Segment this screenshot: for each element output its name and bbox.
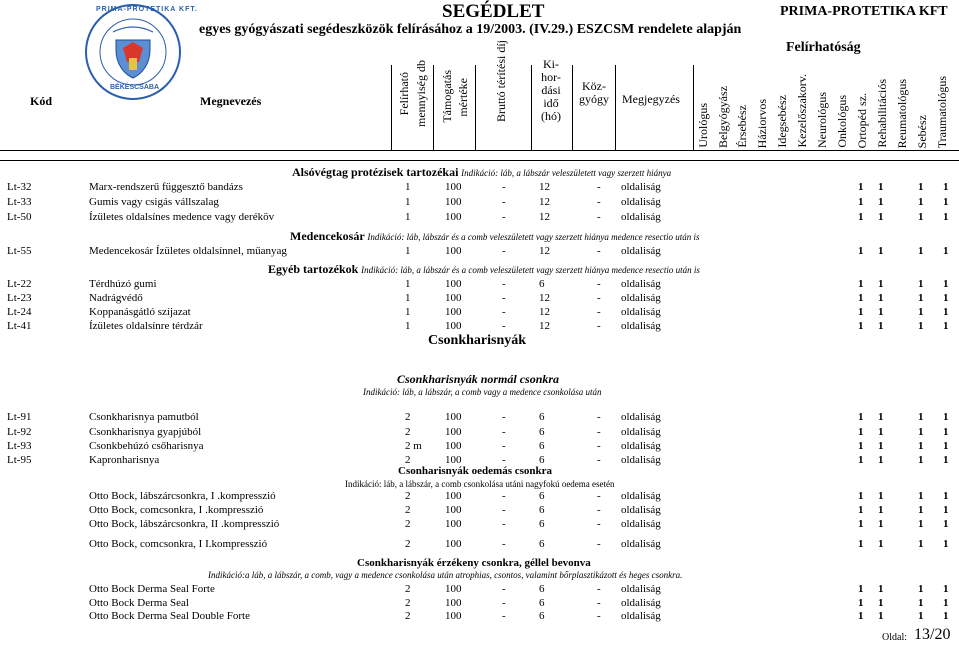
cell-m: oldaliság	[621, 518, 661, 530]
cell-q: 2	[405, 538, 411, 550]
cell-d2: -	[597, 245, 601, 257]
cell-flag: 1	[858, 245, 864, 257]
cell-flag: 1	[878, 490, 884, 502]
logo-text-top: PRIMA-PROTETIKA KFT.	[96, 6, 198, 13]
cell-i: 6	[539, 440, 545, 452]
cell-flag: 1	[943, 245, 949, 257]
cell-flag: 1	[943, 490, 949, 502]
cell-t: 100	[445, 610, 462, 622]
cell-name: Gumis vagy csigás vállszalag	[89, 196, 219, 208]
cell-flag: 1	[858, 518, 864, 530]
table-row	[0, 439, 959, 453]
cell-d1: -	[502, 490, 506, 502]
cell-flag: 1	[918, 518, 924, 530]
col-specialty-12: Traumatológus	[935, 75, 949, 148]
cell-d1: -	[502, 583, 506, 595]
col-megjegyzes: Megjegyzés	[622, 92, 680, 106]
cell-flag: 1	[918, 504, 924, 516]
cell-name: Csonkharisnya gyapjúból	[89, 426, 202, 438]
cell-t: 100	[445, 320, 462, 332]
cell-flag: 1	[943, 181, 949, 193]
cell-code: Lt-22	[7, 278, 32, 290]
col-specialty-6: Neurológus	[815, 92, 829, 148]
cell-t: 100	[445, 426, 462, 438]
cell-flag: 1	[943, 518, 949, 530]
cell-d1: -	[502, 426, 506, 438]
cell-flag: 1	[918, 196, 924, 208]
cell-flag: 1	[878, 610, 884, 622]
company-name: PRIMA-PROTETIKA KFT	[780, 4, 948, 19]
cell-i: 12	[539, 306, 550, 318]
col-specialty-5: Kezelőszakorv.	[795, 74, 809, 148]
cell-name: Nadrágvédő	[89, 292, 143, 304]
col-kod: Kód	[30, 94, 53, 108]
cell-d1: -	[502, 278, 506, 290]
cell-t: 100	[445, 583, 462, 595]
cell-flag: 1	[943, 610, 949, 622]
cell-flag: 1	[878, 518, 884, 530]
cell-q: 2	[405, 504, 411, 516]
cell-flag: 1	[858, 196, 864, 208]
cell-flag: 1	[943, 211, 949, 223]
cell-flag: 1	[943, 504, 949, 516]
cell-q: 2	[405, 490, 411, 502]
cell-code: Lt-33	[7, 196, 32, 208]
cell-m: oldaliság	[621, 181, 661, 193]
cell-m: oldaliság	[621, 610, 661, 622]
cell-d1: -	[502, 440, 506, 452]
cell-i: 6	[539, 610, 545, 622]
cell-t: 100	[445, 538, 462, 550]
cell-name: Otto Bock, comcsonkra, I I.kompresszió	[89, 538, 268, 550]
cell-d2: -	[597, 320, 601, 332]
cell-code: Lt-41	[7, 320, 32, 332]
cell-d1: -	[502, 454, 506, 466]
cell-flag: 1	[878, 597, 884, 609]
cell-flag: 1	[878, 292, 884, 304]
cell-flag: 1	[918, 292, 924, 304]
cell-flag: 1	[858, 411, 864, 423]
cell-flag: 1	[918, 306, 924, 318]
table-row	[0, 244, 959, 258]
document-title: SEGÉDLET	[442, 1, 545, 22]
cell-i: 6	[539, 504, 545, 516]
cell-d2: -	[597, 196, 601, 208]
cell-i: 6	[539, 583, 545, 595]
cell-q: 1	[405, 278, 411, 290]
cell-flag: 1	[943, 597, 949, 609]
col-tamogatas-2: mértéke	[456, 78, 470, 117]
cell-q: 2 m	[405, 440, 422, 452]
cell-name: Marx-rendszerű függesztő bandázs	[89, 181, 243, 193]
col-specialty-10: Reumatológus	[895, 78, 909, 148]
cell-flag: 1	[943, 440, 949, 452]
col-tamogatas: Támogatás	[440, 70, 454, 123]
cell-flag: 1	[878, 411, 884, 423]
cell-name: Otto Bock, comcsonkra, I .kompresszió	[89, 504, 264, 516]
cell-d2: -	[597, 454, 601, 466]
cell-d2: -	[597, 292, 601, 304]
col-specialty-11: Sebész	[915, 114, 929, 148]
cell-flag: 1	[878, 440, 884, 452]
cell-code: Lt-55	[7, 245, 32, 257]
cell-flag: 1	[943, 292, 949, 304]
table-row	[0, 180, 959, 194]
cell-flag: 1	[858, 538, 864, 550]
cell-t: 100	[445, 278, 462, 290]
cell-flag: 1	[918, 454, 924, 466]
cell-q: 2	[405, 454, 411, 466]
section-note-normal: Indikáció: láb, a lábszár, a comb vagy a medence csonkolása után	[363, 387, 602, 397]
cell-name: Medencekosár Ízületes oldalsínnel, műanyag	[89, 245, 287, 257]
cell-q: 2	[405, 583, 411, 595]
cell-i: 12	[539, 292, 550, 304]
cell-flag: 1	[858, 306, 864, 318]
cell-d2: -	[597, 181, 601, 193]
cell-flag: 1	[878, 181, 884, 193]
cell-q: 1	[405, 196, 411, 208]
cell-code: Lt-24	[7, 306, 32, 318]
table-row	[0, 503, 959, 517]
cell-i: 6	[539, 490, 545, 502]
cell-flag: 1	[943, 320, 949, 332]
cell-d2: -	[597, 306, 601, 318]
cell-flag: 1	[878, 211, 884, 223]
cell-name: Ízületes oldalsínre térdzár	[89, 320, 203, 332]
col-specialty-3: Háziorvos	[755, 98, 769, 148]
cell-t: 100	[445, 196, 462, 208]
cell-d1: -	[502, 181, 506, 193]
cell-m: oldaliság	[621, 211, 661, 223]
cell-d2: -	[597, 538, 601, 550]
cell-flag: 1	[943, 196, 949, 208]
cell-d2: -	[597, 597, 601, 609]
cell-flag: 1	[858, 597, 864, 609]
cell-m: oldaliság	[621, 278, 661, 290]
table-row	[0, 582, 959, 596]
cell-d1: -	[502, 306, 506, 318]
cell-flag: 1	[858, 426, 864, 438]
cell-d1: -	[502, 597, 506, 609]
cell-flag: 1	[858, 504, 864, 516]
cell-d1: -	[502, 320, 506, 332]
cell-flag: 1	[918, 440, 924, 452]
cell-d1: -	[502, 518, 506, 530]
table-row	[0, 489, 959, 503]
cell-q: 1	[405, 181, 411, 193]
section-note-erzekeny: Indikáció:a láb, a lábszár, a comb, vagy a medence csonkolása után atrophias, csontos, valamint bőrplasztikázott és heges csonkra.	[208, 570, 683, 580]
cell-flag: 1	[858, 440, 864, 452]
cell-name: Otto Bock, lábszárcsonkra, II .kompresszió	[89, 518, 280, 530]
cell-flag: 1	[943, 306, 949, 318]
cell-code: Lt-50	[7, 211, 32, 223]
cell-code: Lt-95	[7, 454, 32, 466]
table-row	[0, 210, 959, 224]
cell-t: 100	[445, 181, 462, 193]
cell-flag: 1	[878, 538, 884, 550]
cell-m: oldaliság	[621, 426, 661, 438]
col-specialty-7: Onkológus	[835, 95, 849, 148]
cell-d1: -	[502, 196, 506, 208]
cell-flag: 1	[878, 278, 884, 290]
cell-m: oldaliság	[621, 320, 661, 332]
cell-i: 6	[539, 411, 545, 423]
section-title-protezis: Alsóvégtag protézisek tartozékai Indikáció: láb, a lábszár veleszületett vagy szerzett hiánya	[292, 165, 672, 179]
cell-flag: 1	[858, 454, 864, 466]
cell-d1: -	[502, 211, 506, 223]
cell-name: Otto Bock Derma Seal Double Forte	[89, 610, 250, 622]
cell-i: 6	[539, 597, 545, 609]
table-row	[0, 410, 959, 424]
cell-q: 2	[405, 597, 411, 609]
cell-flag: 1	[918, 426, 924, 438]
cell-flag: 1	[878, 454, 884, 466]
col-specialty-9: Rehabilitációs	[875, 79, 889, 148]
cell-flag: 1	[858, 278, 864, 290]
cell-flag: 1	[878, 583, 884, 595]
cell-code: Lt-93	[7, 440, 32, 452]
cell-code: Lt-92	[7, 426, 32, 438]
page-label: Oldal:	[882, 632, 907, 643]
page-number: 13/20	[914, 626, 951, 643]
cell-d1: -	[502, 610, 506, 622]
cell-t: 100	[445, 411, 462, 423]
cell-flag: 1	[943, 426, 949, 438]
cell-name: Otto Bock Derma Seal Forte	[89, 583, 215, 595]
cell-code: Lt-91	[7, 411, 32, 423]
cell-flag: 1	[918, 181, 924, 193]
cell-m: oldaliság	[621, 411, 661, 423]
table-row	[0, 277, 959, 291]
cell-flag: 1	[943, 583, 949, 595]
cell-q: 2	[405, 610, 411, 622]
cell-d2: -	[597, 211, 601, 223]
cell-t: 100	[445, 597, 462, 609]
col-kozgyogy: Köz- gyógy	[579, 79, 609, 106]
cell-i: 12	[539, 245, 550, 257]
col-brutto: Bruttó térítési díj	[494, 40, 508, 122]
cell-flag: 1	[858, 292, 864, 304]
cell-flag: 1	[918, 411, 924, 423]
cell-q: 2	[405, 426, 411, 438]
col-specialty-0: Urológus	[696, 103, 710, 148]
cell-name: Csonkbehúzó csőharisnya	[89, 440, 204, 452]
table-row	[0, 596, 959, 610]
table-row	[0, 517, 959, 531]
cell-m: oldaliság	[621, 490, 661, 502]
cell-q: 2	[405, 411, 411, 423]
cell-flag: 1	[918, 597, 924, 609]
cell-flag: 1	[858, 320, 864, 332]
cell-i: 6	[539, 518, 545, 530]
cell-q: 1	[405, 320, 411, 332]
cell-i: 6	[539, 538, 545, 550]
cell-d1: -	[502, 245, 506, 257]
cell-d2: -	[597, 518, 601, 530]
cell-q: 1	[405, 245, 411, 257]
col-specialty-8: Ortopéd sz.	[855, 92, 869, 148]
section-title-normal: Csonkharisnyák normál csonkra	[397, 372, 560, 386]
cell-flag: 1	[918, 490, 924, 502]
cell-flag: 1	[878, 504, 884, 516]
cell-flag: 1	[878, 426, 884, 438]
cell-t: 100	[445, 306, 462, 318]
cell-t: 100	[445, 518, 462, 530]
cell-m: oldaliság	[621, 583, 661, 595]
cell-d2: -	[597, 583, 601, 595]
cell-flag: 1	[858, 610, 864, 622]
section-title-erzekeny: Csonkharisnyák érzékeny csonkra, géllel bevonva	[357, 557, 591, 569]
cell-name: Otto Bock, lábszárcsonkra, I .kompresszió	[89, 490, 276, 502]
cell-d1: -	[502, 411, 506, 423]
cell-i: 6	[539, 278, 545, 290]
cell-i: 12	[539, 196, 550, 208]
col-felirhato-2: mennyiség db	[414, 60, 428, 127]
logo-text-bottom: BÉKÉSCSABA	[110, 84, 160, 91]
cell-flag: 1	[943, 538, 949, 550]
table-row	[0, 291, 959, 305]
cell-flag: 1	[858, 583, 864, 595]
cell-flag: 1	[878, 320, 884, 332]
cell-d2: -	[597, 411, 601, 423]
cell-t: 100	[445, 454, 462, 466]
cell-q: 1	[405, 306, 411, 318]
table-row	[0, 305, 959, 319]
cell-m: oldaliság	[621, 196, 661, 208]
cell-name: Ízületes oldalsínes medence vagy deréköv	[89, 211, 275, 223]
cell-flag: 1	[943, 454, 949, 466]
cell-name: Csonkharisnya pamutból	[89, 411, 199, 423]
table-row	[0, 609, 959, 623]
cell-i: 6	[539, 426, 545, 438]
section-title-oedemas: Csonharisnyák oedemás csonkra	[398, 465, 553, 477]
cell-i: 12	[539, 320, 550, 332]
cell-flag: 1	[943, 411, 949, 423]
document-subtitle: egyes gyógyászati segédeszközök felírásához a 19/2003. (IV.29.) ESZCSM rendelete alapján	[199, 22, 742, 37]
cell-name: Térdhúzó gumi	[89, 278, 157, 290]
col-felirhato: Felírható	[397, 72, 411, 116]
cell-t: 100	[445, 504, 462, 516]
cell-m: oldaliság	[621, 597, 661, 609]
cell-t: 100	[445, 292, 462, 304]
cell-d2: -	[597, 278, 601, 290]
cell-flag: 1	[918, 320, 924, 332]
cell-t: 100	[445, 490, 462, 502]
table-row	[0, 195, 959, 209]
cell-d2: -	[597, 440, 601, 452]
col-specialty-2: Érsebész	[735, 105, 749, 148]
cell-flag: 1	[878, 196, 884, 208]
table-row	[0, 319, 959, 333]
col-megnevezes: Megnevezés	[200, 94, 262, 108]
cell-name: Otto Bock Derma Seal	[89, 597, 189, 609]
cell-flag: 1	[918, 583, 924, 595]
cell-flag: 1	[858, 181, 864, 193]
cell-flag: 1	[943, 278, 949, 290]
cell-d2: -	[597, 610, 601, 622]
cell-q: 2	[405, 518, 411, 530]
cell-i: 12	[539, 211, 550, 223]
cell-name: Koppanásgátló szíjazat	[89, 306, 191, 318]
cell-q: 1	[405, 211, 411, 223]
cell-flag: 1	[918, 211, 924, 223]
cell-m: oldaliság	[621, 538, 661, 550]
cell-d2: -	[597, 426, 601, 438]
cell-code: Lt-23	[7, 292, 32, 304]
cell-i: 6	[539, 454, 545, 466]
cell-d2: -	[597, 490, 601, 502]
cell-m: oldaliság	[621, 306, 661, 318]
section-title-egyeb: Egyéb tartozékok Indikáció: láb, a lábszár és a comb veleszületett vagy szerzett hiánya medence resectio után is	[268, 262, 700, 276]
cell-d1: -	[502, 292, 506, 304]
cell-flag: 1	[918, 278, 924, 290]
cell-flag: 1	[918, 245, 924, 257]
col-felirhatosag: Felírhatóság	[786, 40, 861, 55]
col-kihordasi: Ki- hor- dási idő (hó)	[541, 57, 561, 123]
cell-t: 100	[445, 440, 462, 452]
cell-flag: 1	[918, 610, 924, 622]
cell-m: oldaliság	[621, 440, 661, 452]
cell-flag: 1	[858, 211, 864, 223]
cell-flag: 1	[858, 490, 864, 502]
cell-flag: 1	[878, 245, 884, 257]
cell-q: 1	[405, 292, 411, 304]
cell-d2: -	[597, 504, 601, 516]
cell-m: oldaliság	[621, 245, 661, 257]
col-specialty-4: Idegsebész	[775, 95, 789, 148]
cell-flag: 1	[918, 538, 924, 550]
cell-m: oldaliság	[621, 454, 661, 466]
cell-t: 100	[445, 245, 462, 257]
table-row	[0, 537, 959, 551]
cell-i: 12	[539, 181, 550, 193]
section-title-csonkharisnyak: Csonkharisnyák	[428, 333, 527, 348]
cell-code: Lt-32	[7, 181, 32, 193]
cell-t: 100	[445, 211, 462, 223]
cell-d1: -	[502, 538, 506, 550]
cell-m: oldaliság	[621, 292, 661, 304]
section-note-oedemas: Indikáció: láb, a lábszár, a comb csonkolása utáni nagyfokú oedema esetén	[345, 479, 615, 489]
cell-d1: -	[502, 504, 506, 516]
cell-flag: 1	[878, 306, 884, 318]
col-specialty-1: Belgyógyász	[716, 86, 730, 148]
table-row	[0, 425, 959, 439]
section-title-medencekosar: Medencekosár Indikáció: láb, lábszár és a comb veleszületett vagy szerzett hiánya medence resectio után is	[290, 229, 700, 243]
cell-m: oldaliság	[621, 504, 661, 516]
cell-name: Kapronharisnya	[89, 454, 160, 466]
